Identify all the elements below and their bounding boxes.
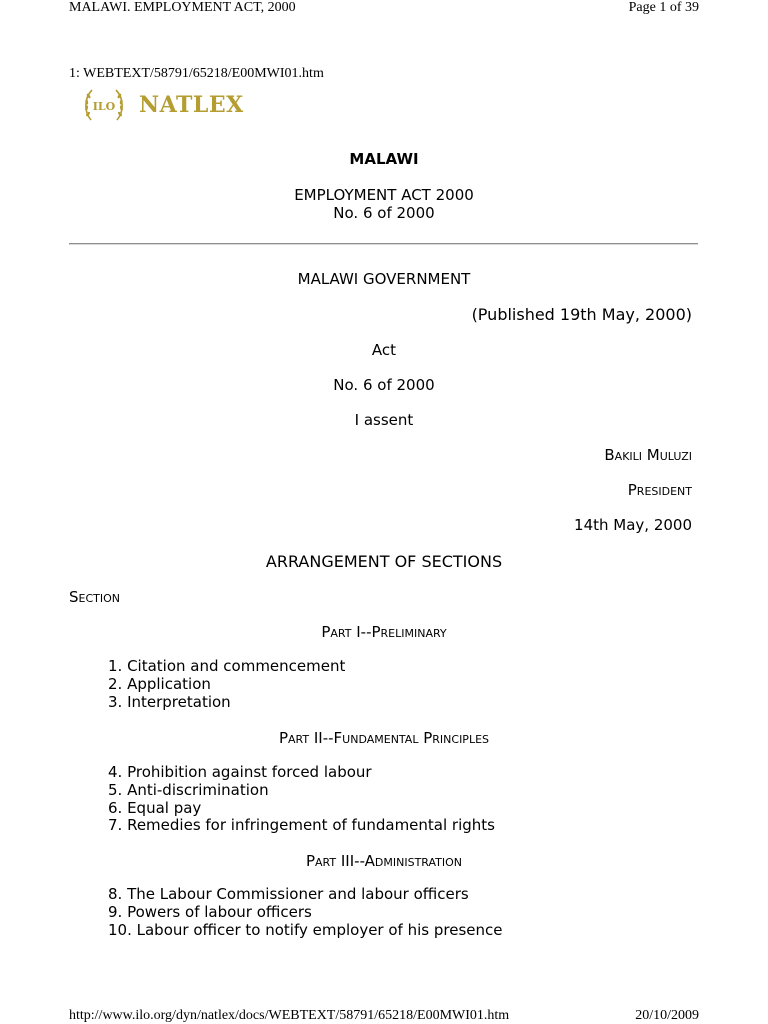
print-header-title: MALAWI. EMPLOYMENT ACT, 2000 — [69, 0, 296, 15]
list-item: 7. Remedies for infringement of fundamental rights — [108, 816, 495, 835]
arrangement-heading: ARRANGEMENT OF SECTIONS — [265, 552, 503, 571]
footer-date: 20/10/2009 — [635, 1008, 699, 1023]
section-list — [108, 764, 495, 835]
natlex-wordmark: NATLEX — [139, 92, 244, 118]
part-heading: Part I--Preliminary — [321, 623, 447, 641]
print-header-page-number: Page 1 of 39 — [628, 0, 699, 15]
government-heading: MALAWI GOVERNMENT — [297, 270, 471, 288]
published-date: (Published 19th May, 2000) — [471, 305, 692, 324]
assent-date: 14th May, 2000 — [574, 516, 692, 534]
list-item: 5. Anti-discrimination — [108, 780, 269, 799]
horizontal-rule — [69, 243, 698, 245]
list-item: 3. Interpretation — [108, 692, 231, 711]
list-item: 8. The Labour Commissioner and labour officers — [108, 885, 469, 903]
list-item: 10. Labour officer to notify employer of his presence — [108, 920, 503, 939]
assent-text: I assent — [354, 411, 414, 429]
list-item: 1. Citation and commencement — [108, 657, 346, 675]
part-heading: Part II--Fundamental Principles — [278, 729, 490, 747]
section-list — [108, 658, 345, 711]
section-list — [108, 886, 502, 939]
footer-url: http://www.ilo.org/dyn/natlex/docs/WEBTEXT/58791/65218/E00MWI01.htm — [69, 1008, 510, 1023]
country-title: MALAWI — [349, 150, 419, 168]
list-item: 6. Equal pay — [108, 798, 202, 817]
natlex-logo — [83, 86, 244, 124]
act-label: Act — [371, 341, 397, 359]
act-number: No. 6 of 2000 — [333, 204, 435, 222]
list-item: 4. Prohibition against forced labour — [108, 763, 372, 781]
section-label: Section — [69, 588, 121, 606]
signatory-title: President — [627, 481, 692, 499]
signatory-name: Bakili Muluzi — [604, 446, 692, 464]
act-title: EMPLOYMENT ACT 2000 — [294, 186, 474, 204]
svg-text:ILO: ILO — [92, 100, 116, 113]
ilo-emblem-icon — [83, 86, 125, 124]
list-item: 2. Application — [108, 674, 211, 693]
source-file-line: 1: WEBTEXT/58791/65218/E00MWI01.htm — [69, 66, 324, 81]
part-heading: Part III--Administration — [305, 852, 463, 870]
act-number-repeat: No. 6 of 2000 — [333, 376, 435, 394]
list-item: 9. Powers of labour officers — [108, 902, 312, 921]
